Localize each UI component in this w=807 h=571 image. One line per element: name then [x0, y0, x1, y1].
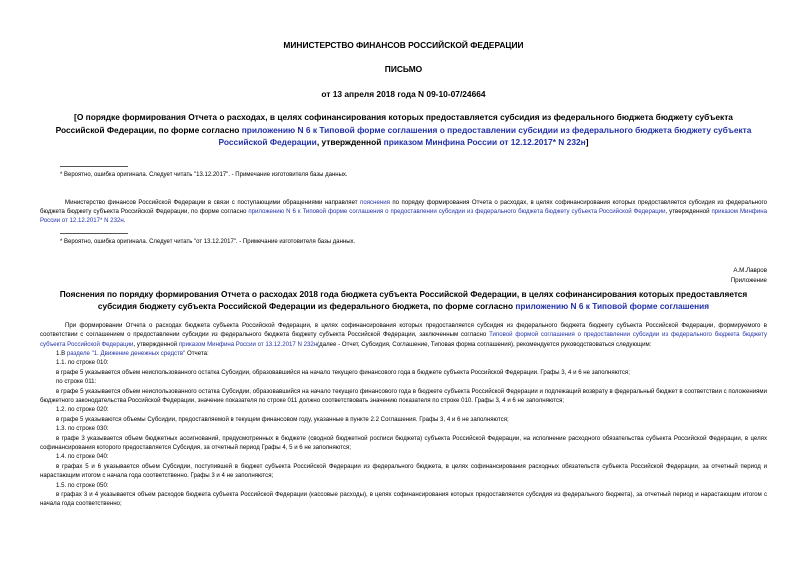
document-type: ПИСЬМО	[384, 64, 423, 74]
letter-subject: [О порядке формирования Отчета о расходах, в целях софинансирования которых предоставляется субсидия из федерального бюджета бюджету субъекта Российской Федерации, по форме согласно приложению N 6 к Типовой форме соглашения о предоставлении субсидии из федерального бюджета бюджету субъекта Российской Федерации, утвержденной приказом Минфина России от 12.12.2017* N 232н]	[55, 112, 752, 147]
annex-title: Пояснения по порядку формирования Отчета о расходах 2018 года бюджета субъекта Российской Федерации, в целях софинансирования которых предоставляется субсидия бюджету субъекта Российской Федерации из федерального бюджета, по форме согласно приложению N 6 к Типовой форме соглашения	[59, 288, 748, 311]
item-1-1: 1.1. по строке 010:	[56, 359, 109, 367]
footnote-separator	[60, 166, 128, 167]
item-1-5: 1.5. по строке 050:	[56, 481, 109, 489]
signature: А.М.Лавров	[733, 266, 767, 274]
footnote-1: * Вероятно, ошибка оригинала. Следует читать "13.12.2017". - Примечание изготовителя базы данных.	[60, 171, 348, 178]
item-1-4-text: в графах 5 и 6 указывается объем Субсидии, поступившей в бюджет субъекта Российской Федерации из федерального бюджета, в целях софинансирования расходных обязательств субъекта Российской Федерации, за отчетный период и нарастающим итогом с начала года соответственно. Графы 3 и 4 не заполняются;	[40, 462, 767, 480]
ministry-heading: МИНИСТЕРСТВО ФИНАНСОВ РОССИЙСКОЙ ФЕДЕРАЦИИ	[283, 40, 524, 50]
typical-form-link[interactable]: Типовой формой соглашения о предоставлении субсидии из федерального бюджета бюджету субъекта Российской Федерации	[40, 331, 767, 348]
item-1-3-text: в графе 3 указывается объем бюджетных ассигнований, предусмотренных в бюджете (сводной бюджетной росписи бюджета) субъекта Российской Федерации, на исполнение расходного обязательства субъекта Российской Федерации, в целях софинансирования которого предоставляется Субсидия, за отчетный период Графы 4, 5 и 6 не заполняются;	[40, 434, 767, 451]
item-1-2: 1.2. по строке 020:	[56, 406, 109, 414]
item-1-1-text: в графе 5 указывается объем неиспользованного остатка Субсидии, образовавшийся на начало текущего финансового года в бюджете субъекта Российской Федерации. Графы 3, 4 и 6 не заполняются;	[56, 368, 630, 376]
date-and-number: от 13 апреля 2018 года N 09-10-07/24664	[321, 89, 486, 99]
intro-paragraph: Министерство финансов Российской Федерации в связи с поступающими обращениями направляет пояснения по порядку формирования Отчета о расходах, в целях софинансирования которых предоставляется субсидия из федерального бюджета бюджету субъекта Российской Федерации, по форме согласно приложению N 6 к Типовой форме соглашения о предоставлении субсидии из федерального бюджета бюджету субъекта Российской Федерации, утвержденной приказом Минфина России от 12.12.2017* N 232н.	[40, 198, 767, 225]
order-232n-link[interactable]: приказом Минфина России от 12.12.2017* N 232н	[40, 207, 767, 225]
annex-6-link[interactable]: приложению N 6 к Типовой форме соглашения	[515, 300, 710, 311]
item-1-4: 1.4. по строке 040:	[56, 453, 109, 461]
item-011-text: в графе 5 указывается объем неиспользованного остатка Субсидии, образовавшийся на начало текущего финансового года в бюджете субъекта Российской Федерации и подлежащий возврату в федеральный бюджет в соответствии с положениями бюджетного законодательства Российской Федерации, значение показателя по строке 011 должно соответствовать значению показателя по строке 010. Графы 3, 4 и 6 не заполняются;	[40, 387, 767, 404]
item-1-2-text: в графе 5 указываются объемы Субсидии, предоставляемой в текущем финансовом году, указанные в пункте 2.2 Соглашения. Графы 3, 4 и 6 не заполняются;	[56, 415, 509, 423]
annex-6-link[interactable]: приложению N 6 к Типовой форме соглашения о предоставлении субсидии из федерального бюджета бюджету субъекта Российской Федерации	[248, 207, 666, 215]
order-232n-link[interactable]: приказом Минфина России от 12.12.2017* N 232н	[383, 137, 586, 147]
annex-6-link[interactable]: приложению N 6 к Типовой форме соглашения о предоставлении субсидии из федерального бюджета бюджету субъекта Российской Федерации	[218, 124, 752, 147]
section-1-link[interactable]: разделе "1. Движение денежных средств"	[66, 349, 186, 357]
item-1-3: 1.3. по строке 030:	[56, 425, 109, 433]
item-1-5-text: в графах 3 и 4 указывается объем расходов бюджета субъекта Российской Федерации (кассовые расходы), в целях софинансирования которых предоставляется субсидия из федерального бюджета), за отчетный период и нарастающим итогом с начала года соответственно;	[40, 491, 767, 508]
document-page	[40, 0, 767, 509]
section-1: 1.В разделе "1. Движение денежных средств" Отчета:	[56, 349, 209, 357]
annex-label: Приложение	[730, 276, 767, 284]
explanations-link[interactable]: пояснения	[360, 198, 390, 206]
item-011: по строке 011:	[56, 378, 97, 386]
body-paragraph: При формировании Отчета о расходах бюджета субъекта Российской Федерации, в целях софинансирования которых предоставляется субсидия из федерального бюджета бюджету субъекта Российской Федерации, формируемого в соответствии с соглашением о предоставлении субсидии из федерального бюджета бюджету субъекта Российской Федерации, заключенным согласно Типовой формой соглашения о предоставлении субсидии из федерального бюджета бюджету субъекта Российской Федерации, утвержденной приказом Минфина России от 13.12.2017 N 232н(далее - Отчет, Субсидия, Соглашение, Типовая форма соглашения), рекомендуется руководствоваться следующим:	[40, 321, 767, 348]
footnote-2: * Вероятно, ошибка оригинала. Следует читать "от 13.12.2017". - Примечание изготовителя базы данных.	[60, 238, 356, 245]
footnote-separator	[60, 233, 128, 234]
order-232n-link[interactable]: приказом Минфина России от 13.12.2017 N 232н	[178, 340, 318, 348]
